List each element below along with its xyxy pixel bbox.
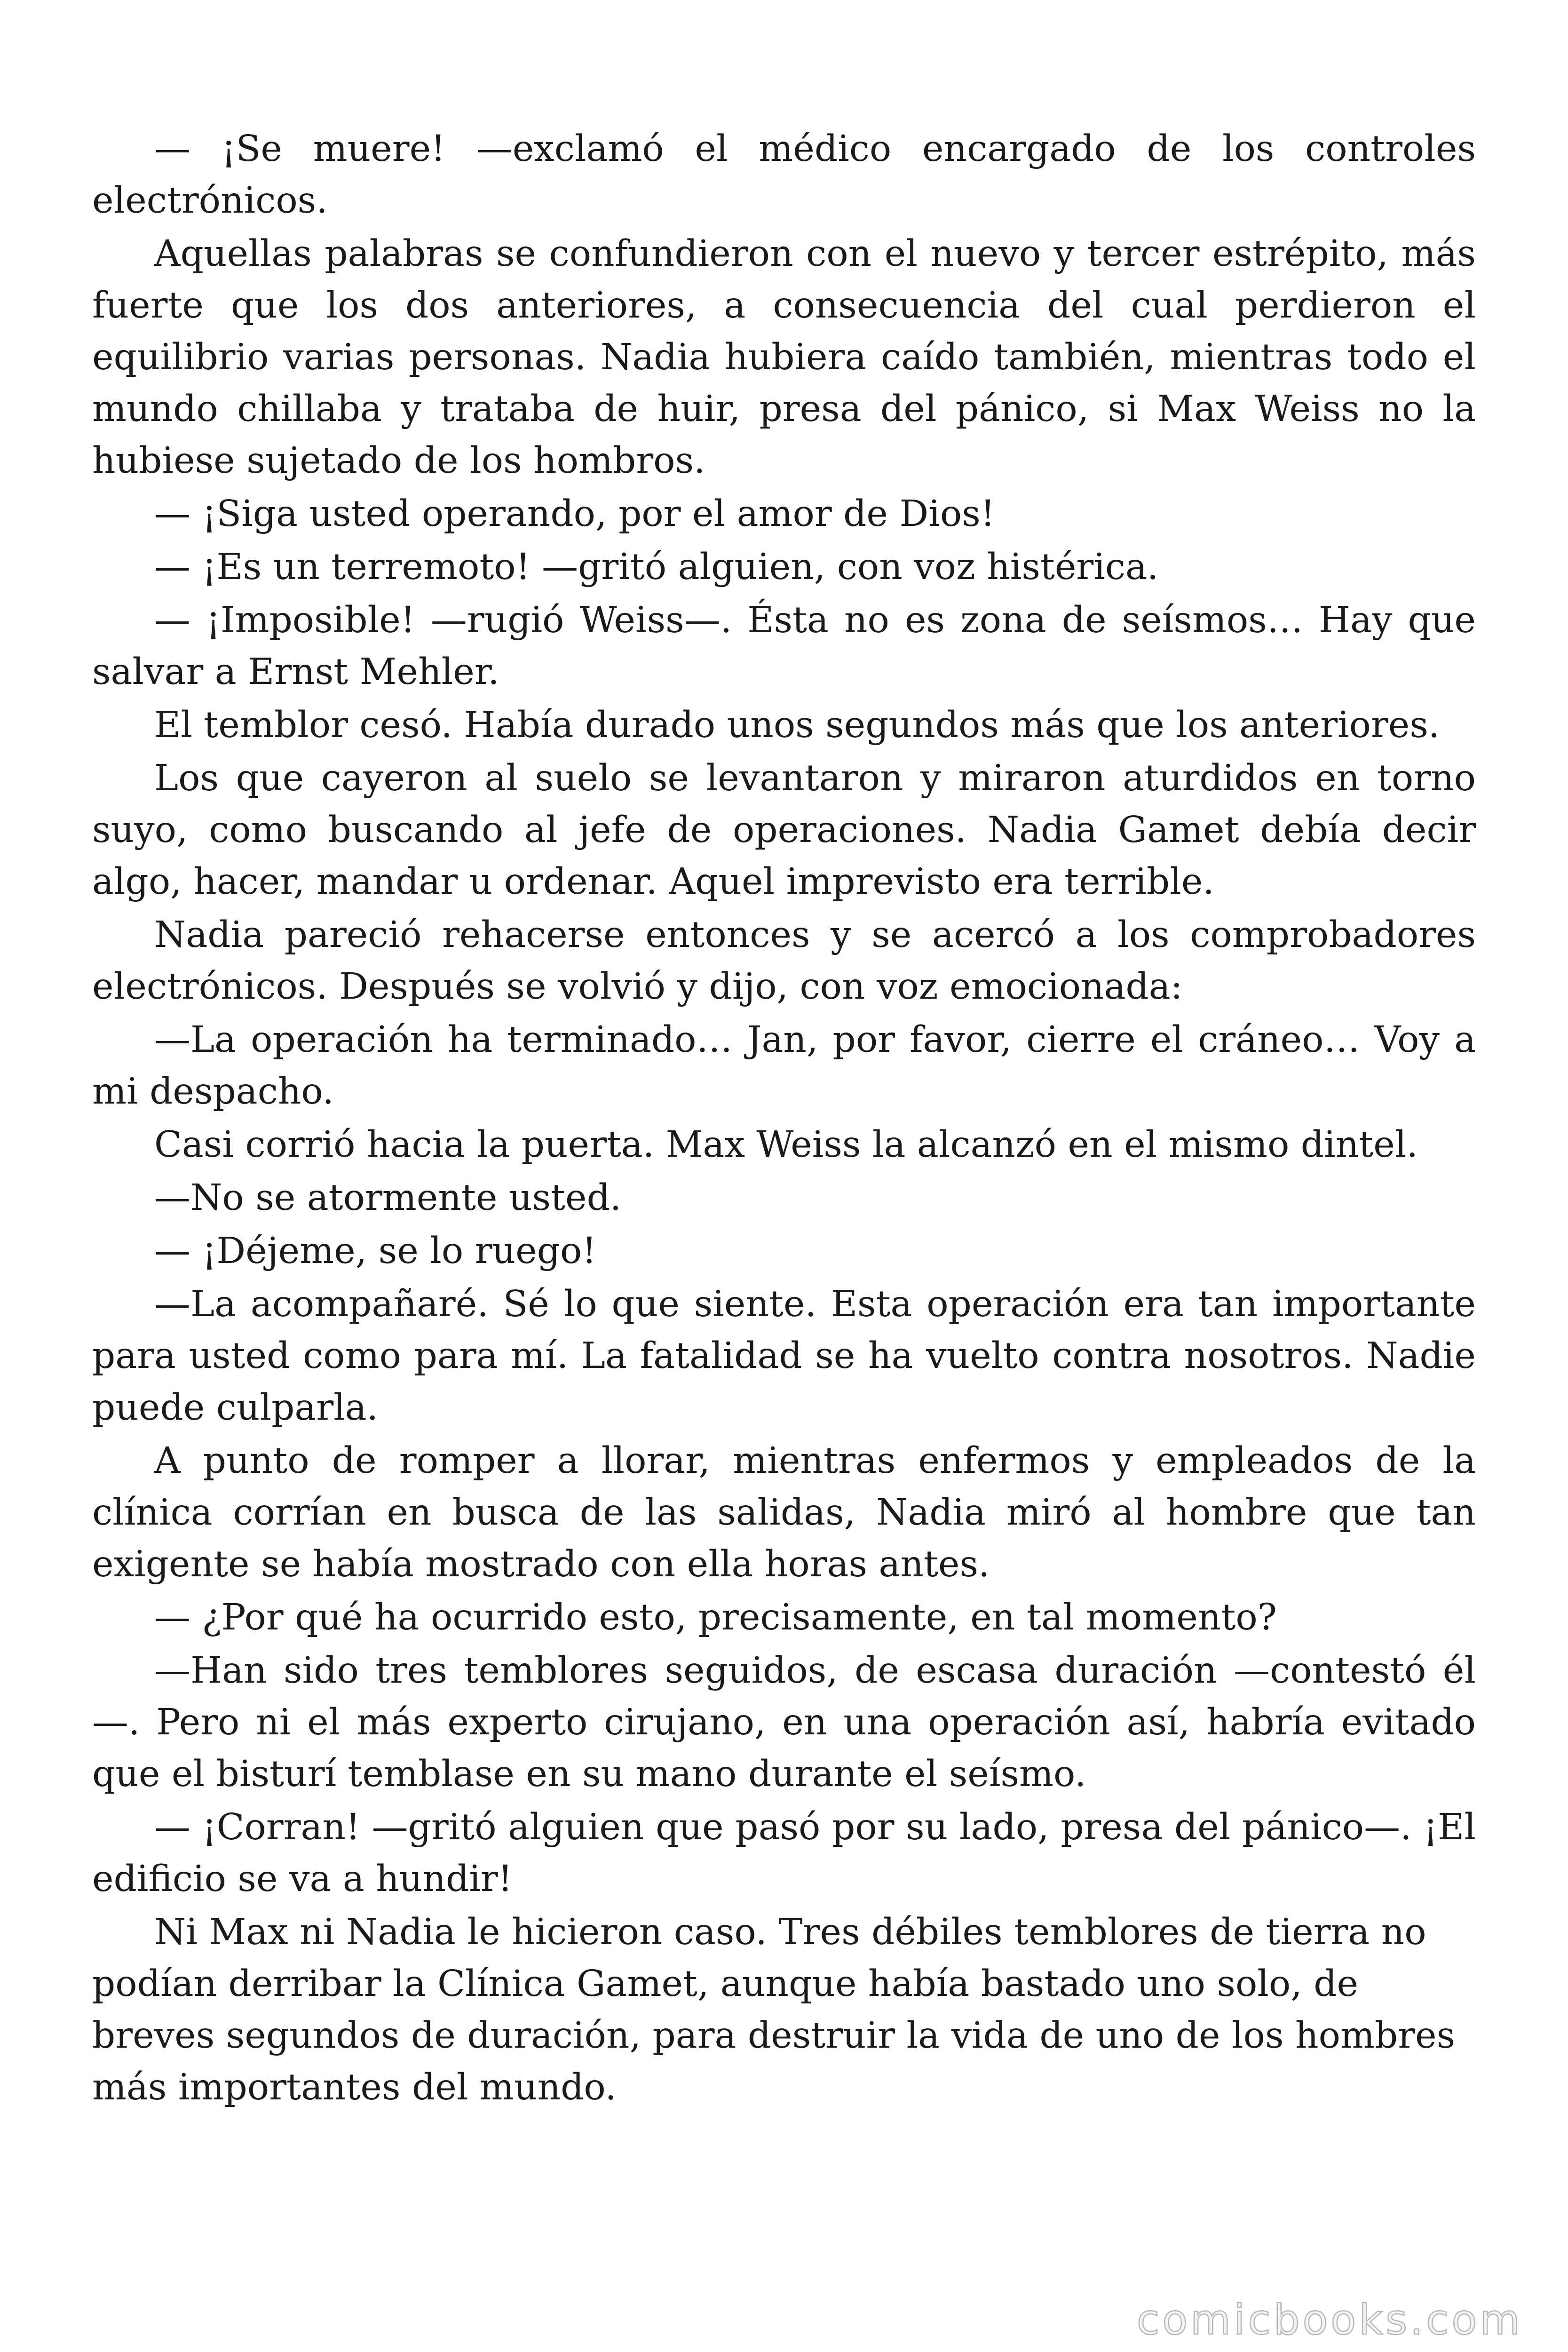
watermark: comicbooks.com: [1136, 2296, 1523, 2344]
paragraph: Aquellas palabras se confundieron con el nuevo y tercer estrépito, más fuerte que los dos anteriores, a consecuencia del cual perdieron el equilibrio varias personas. Nadia hubiera caído también, mientras todo el mundo chillaba y trataba de huir, presa del pánico, si Max Weiss no la hubiese sujetado de los hombros.: [92, 233, 1476, 482]
paragraph: Ni Max ni Nadia le hicieron caso. Tres débiles temblores de tierra no podían derribar la Clínica Gamet, aunque había bastado uno solo, de breves segundos de duración, para destruir la vida de uno de los hombres más importantes del mundo.: [92, 1911, 1456, 2108]
body-text: [92, 123, 1476, 2115]
paragraph: — ¿Por qué ha ocurrido esto, precisamente, en tal momento?: [154, 1597, 1277, 1638]
paragraph: — ¡Es un terremoto! —gritó alguien, con voz histérica.: [154, 546, 1159, 588]
paragraph: —La acompañaré. Sé lo que siente. Esta operación era tan importante para usted como para mí. La fatalidad se ha vuelto contra nosotros. Nadie puede culparla.: [92, 1283, 1476, 1429]
paragraph: El temblor cesó. Había durado unos segundos más que los anteriores.: [154, 704, 1440, 746]
paragraph: — ¡Imposible! —rugió Weiss—. Ésta no es zona de seísmos… Hay que salvar a Ernst Mehler.: [92, 599, 1476, 693]
paragraph: Nadia pareció rehacerse entonces y se acercó a los comprobadores electrónicos. Después se volvió y dijo, con voz emocionada:: [92, 914, 1476, 1008]
paragraph: — ¡Se muere! —exclamó el médico encargado de los controles electrónicos.: [92, 128, 1476, 222]
paragraph: Casi corrió hacia la puerta. Max Weiss la alcanzó en el mismo dintel.: [154, 1124, 1418, 1166]
paragraph: —No se atormente usted.: [154, 1177, 622, 1219]
paragraph: — ¡Corran! —gritó alguien que pasó por su lado, presa del pánico—. ¡El edificio se va a hundir!: [92, 1806, 1476, 1900]
paragraph: A punto de romper a llorar, mientras enfermos y empleados de la clínica corrían en busca de las salidas, Nadia miró al hombre que tan exigente se había mostrado con ella horas antes.: [92, 1440, 1476, 1585]
paragraph: — ¡Déjeme, se lo ruego!: [154, 1230, 597, 1272]
paragraph: —Han sido tres temblores seguidos, de escasa duración —contestó él —. Pero ni el más experto cirujano, en una operación así, habría evitado que el bisturí temblase en su mano durante el seísmo.: [92, 1650, 1476, 1795]
paragraph: — ¡Siga usted operando, por el amor de Dios!: [154, 493, 995, 535]
paragraph: Los que cayeron al suelo se levantaron y miraron aturdidos en torno suyo, como buscando al jefe de operaciones. Nadia Gamet debía decir algo, hacer, mandar u ordenar. Aquel imprevisto era terrible.: [92, 757, 1476, 903]
paragraph: —La operación ha terminado… Jan, por favor, cierre el cráneo… Voy a mi despacho.: [92, 1019, 1476, 1112]
